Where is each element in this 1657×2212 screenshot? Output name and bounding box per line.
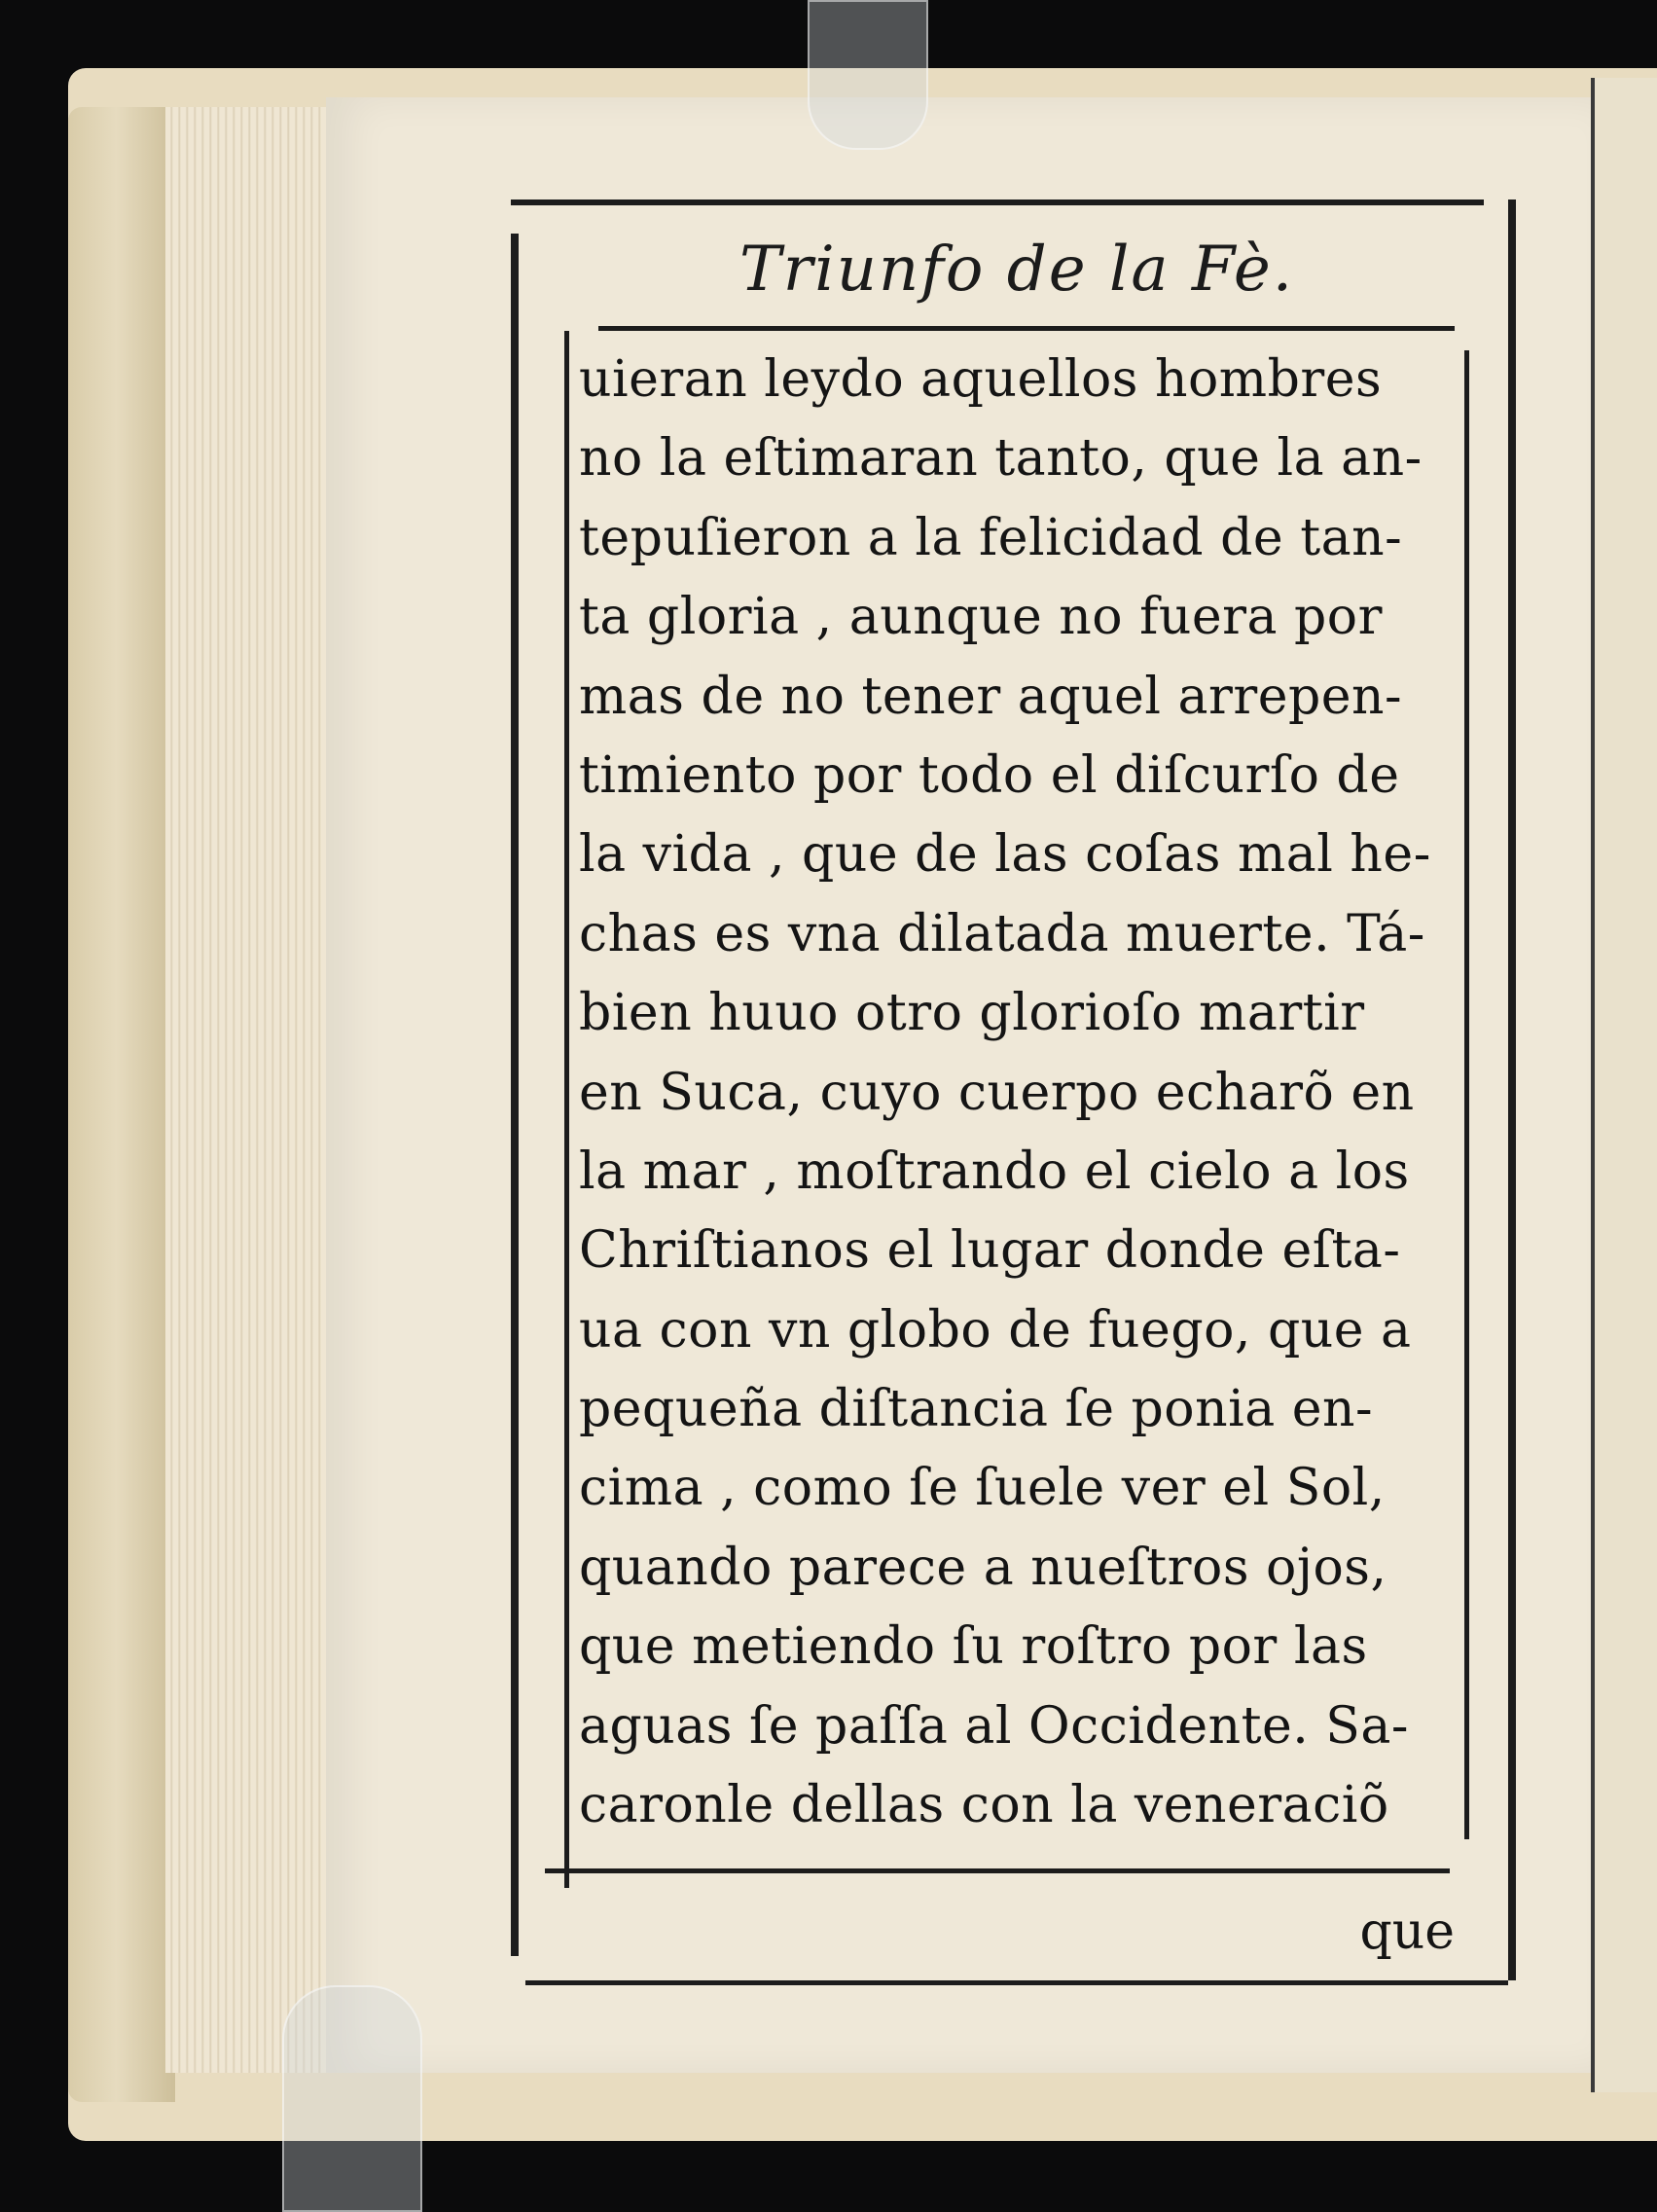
- book-spine: [68, 107, 175, 2102]
- text-block: [579, 341, 1459, 1859]
- text-line: bien huuo otro glorioſo martir: [579, 984, 1365, 1043]
- text-line: chas es vna dilatada muerte. Tá-: [579, 904, 1425, 963]
- frame-rule-bottom: [525, 1980, 1508, 1985]
- text-line: mas de no tener aquel arrepen-: [579, 667, 1403, 726]
- catchword: que: [1359, 1903, 1455, 1961]
- text-line: en Suca, cuyo cuerpo echarõ en: [579, 1063, 1415, 1122]
- text-line: quando parece a nueſtros ojos,: [579, 1538, 1387, 1597]
- frame-rule-left: [511, 234, 519, 1956]
- text-line: no la eſtimaran tanto, que la an-: [579, 429, 1423, 489]
- text-line: que metiendo ſu roſtro por las: [579, 1617, 1368, 1677]
- inner-rule-left: [564, 331, 569, 1888]
- text-line: tepuſieron a la felicidad de tan-: [579, 508, 1403, 567]
- text-line: la vida , que de las coſas mal he-: [579, 825, 1431, 885]
- text-line: timiento por todo el diſcurſo de: [579, 745, 1400, 805]
- text-line: caronle dellas con la veneraciõ: [579, 1776, 1389, 1835]
- text-line: ua con vn globo de fuego, que a: [579, 1300, 1412, 1360]
- text-line: Chriſtianos el lugar donde eſta-: [579, 1221, 1401, 1281]
- text-line: cima , como ſe ſuele ver el Sol,: [579, 1459, 1386, 1518]
- page-clip-top: [808, 0, 928, 150]
- inner-rule-right: [1464, 350, 1469, 1839]
- page-edges: [165, 107, 336, 2073]
- text-line: la mar , moſtrando el cielo a los: [579, 1142, 1410, 1201]
- text-line: aguas ſe paſſa al Occidente. Sa-: [579, 1696, 1410, 1756]
- head-rule: [598, 326, 1455, 331]
- text-line: pequeña diſtancia ſe ponia en-: [579, 1380, 1374, 1439]
- running-head: Triunfo de la Fè.: [739, 234, 1295, 306]
- frame-rule-top: [511, 199, 1484, 205]
- frame-rule-right: [1508, 199, 1516, 1980]
- text-line: uieran leydo aquellos hombres: [579, 350, 1383, 409]
- facing-page-edge: [1591, 78, 1657, 2092]
- text-line: ta gloria , aunque no fuera por: [579, 588, 1383, 647]
- page-clip-bottom: [282, 1985, 422, 2212]
- foot-rule: [545, 1868, 1450, 1873]
